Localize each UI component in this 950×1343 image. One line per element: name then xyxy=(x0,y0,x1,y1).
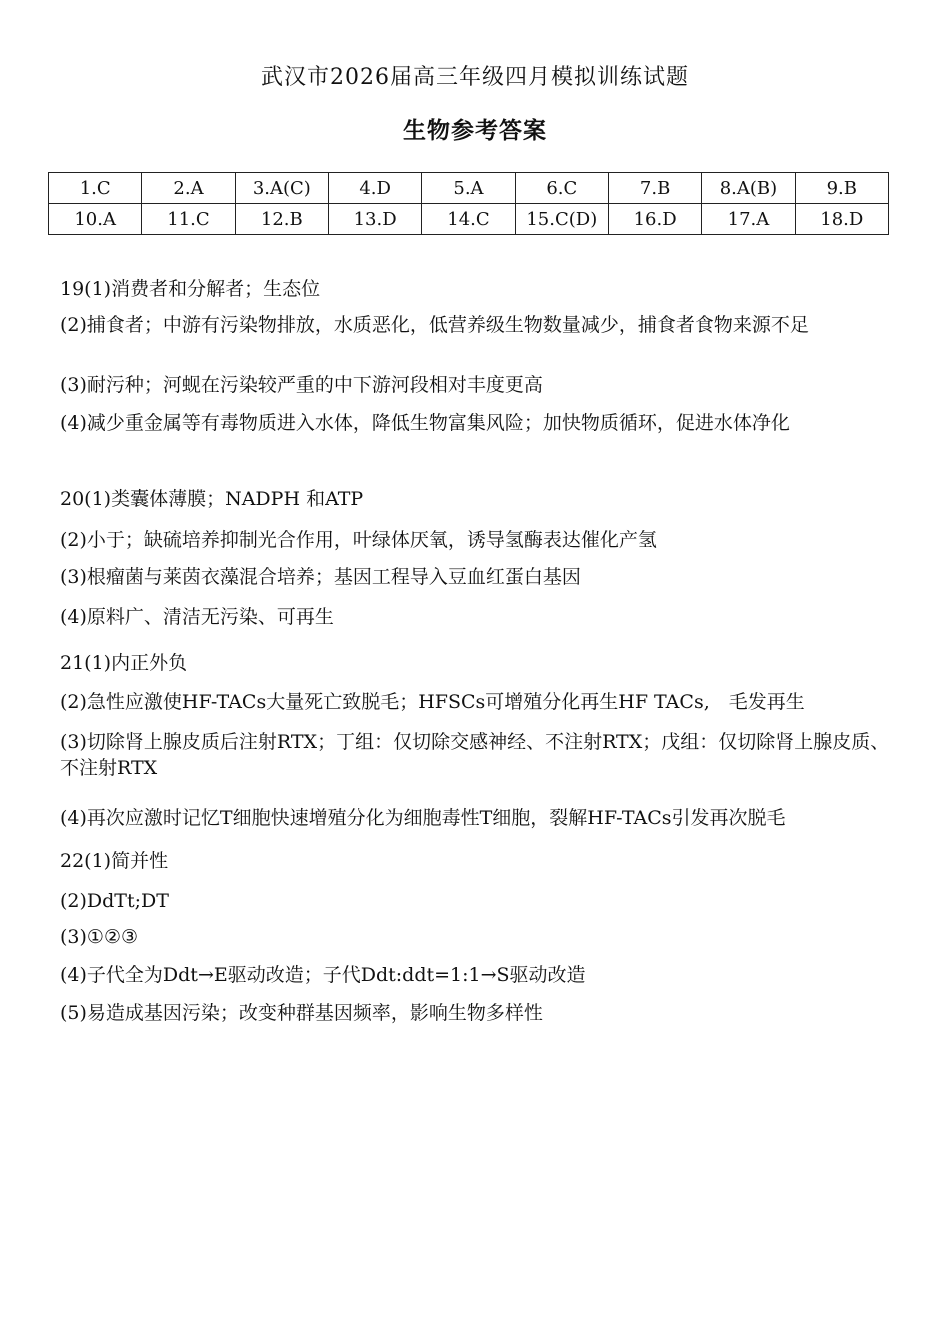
answer-line: (2)小于；缺硫培养抑制光合作用，叶绿体厌氧，诱导氢酶表达催化产氢 xyxy=(60,529,657,551)
table-cell: 2.A xyxy=(142,173,235,204)
q22-answer-1 xyxy=(60,848,890,874)
page-subtitle: 生物参考答案 xyxy=(403,117,547,144)
table-cell: 9.B xyxy=(795,173,888,204)
table-cell: 7.B xyxy=(608,173,701,204)
q21-answer-1 xyxy=(60,650,890,676)
table-cell: 6.C xyxy=(515,173,608,204)
q19-answer-4 xyxy=(60,410,890,436)
answer-line: 22(1)简并性 xyxy=(60,850,169,872)
table-row xyxy=(49,204,889,235)
table-cell: 15.C(D) xyxy=(515,204,608,235)
table-cell: 13.D xyxy=(328,204,421,235)
table-cell: 17.A xyxy=(702,204,795,235)
table-cell: 16.D xyxy=(608,204,701,235)
q22-answer-3 xyxy=(60,924,890,950)
q22-answer-4 xyxy=(60,962,890,988)
table-cell: 1.C xyxy=(49,173,142,204)
table-cell: 8.A(B) xyxy=(702,173,795,204)
answer-line: (5)易造成基因污染；改变种群基因频率，影响生物多样性 xyxy=(60,1002,543,1024)
q21-answer-4 xyxy=(60,805,890,831)
answer-line: (3)①②③ xyxy=(60,926,139,948)
table-cell: 11.C xyxy=(142,204,235,235)
table-cell: 10.A xyxy=(49,204,142,235)
table-cell: 18.D xyxy=(795,204,888,235)
q20-answer-3 xyxy=(60,564,890,590)
answer-line: (3)耐污种；河蚬在污染较严重的中下游河段相对丰度更高 xyxy=(60,374,543,396)
answer-line: (3)切除肾上腺皮质后注射RTX；丁组：仅切除交感神经、不注射RTX；戊组：仅切除肾上腺皮质、不注射RTX xyxy=(60,731,890,779)
q19-answer-1 xyxy=(60,276,890,302)
q21-answer-2 xyxy=(60,689,890,715)
answer-line: 21(1)内正外负 xyxy=(60,652,188,674)
answer-line: (4)子代全为Ddt→E驱动改造；子代Ddt:ddt=1:1→S驱动改造 xyxy=(60,964,586,986)
answer-line: (3)根瘤菌与莱茵衣藻混合培养；基因工程导入豆血红蛋白基因 xyxy=(60,566,581,588)
table-row xyxy=(49,173,889,204)
q22-answer-5 xyxy=(60,1000,890,1026)
q20-answer-1 xyxy=(60,486,890,512)
q19-answer-2 xyxy=(60,312,890,338)
table-cell: 14.C xyxy=(422,204,515,235)
q22-answer-2 xyxy=(60,888,890,914)
answer-line: (2)捕食者；中游有污染物排放，水质恶化，低营养级生物数量减少，捕食者食物来源不足 xyxy=(60,314,809,336)
q21-answer-3 xyxy=(60,729,890,781)
answer-line: (4)原料广、清洁无污染、可再生 xyxy=(60,606,334,628)
table-cell: 5.A xyxy=(422,173,515,204)
page-title: 武汉市2026届高三年级四月模拟训练试题 xyxy=(261,65,689,90)
q20-answer-4 xyxy=(60,604,890,630)
table-cell: 12.B xyxy=(235,204,328,235)
answer-line: (2)急性应激使HF-TACs大量死亡致脱毛；HFSCs可增殖分化再生HF TACs, 毛发再生 xyxy=(60,691,805,713)
answer-line: (4)再次应激时记忆T细胞快速增殖分化为细胞毒性T细胞，裂解HF-TACs引发再次脱毛 xyxy=(60,807,786,829)
answer-line: (2)DdTt;DT xyxy=(60,890,169,912)
table-cell: 4.D xyxy=(328,173,421,204)
answer-line: 19(1)消费者和分解者；生态位 xyxy=(60,278,321,300)
choice-answer-table xyxy=(48,172,889,235)
answer-line: (4)减少重金属等有毒物质进入水体，降低生物富集风险；加快物质循环，促进水体净化 xyxy=(60,412,790,434)
q19-answer-3 xyxy=(60,372,890,398)
table-cell: 3.A(C) xyxy=(235,173,328,204)
answer-line: 20(1)类囊体薄膜；NADPH 和ATP xyxy=(60,488,364,510)
q20-answer-2 xyxy=(60,527,890,553)
